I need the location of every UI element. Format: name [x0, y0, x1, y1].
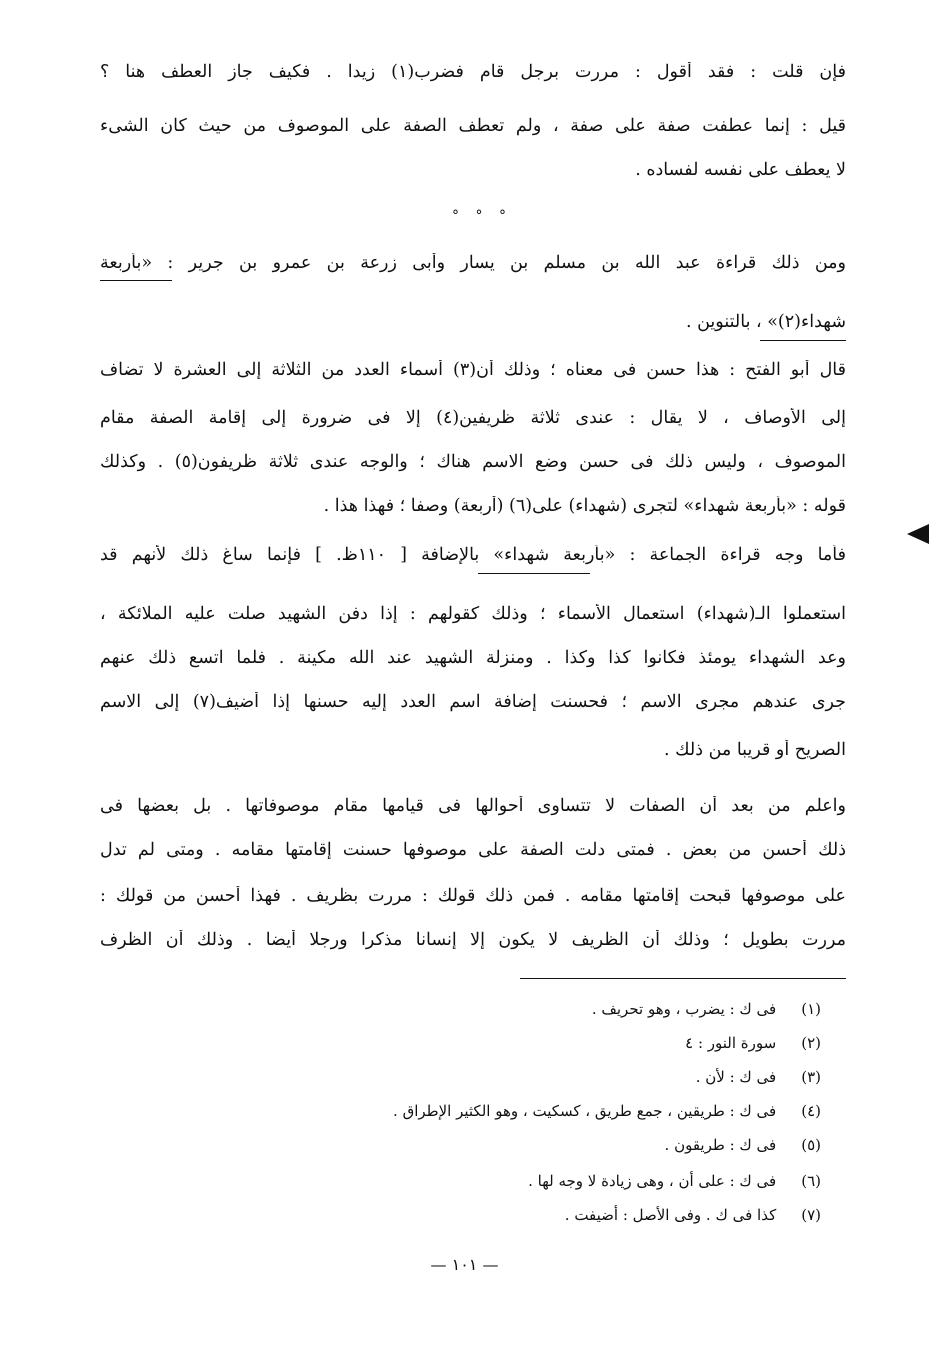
text-line: قال أبو الفتح : هذا حسن فى معناه ؛ وذلك أن(٣) أسماء العدد من الثلاثة إلى العشرة لا تضاف	[100, 360, 846, 380]
footnote	[665, 1136, 821, 1154]
footnote-number: (٦)	[801, 1172, 821, 1190]
text-line: قوله : «بأربعة شهداء» لتجرى (شهداء) على(٦) (أربعة) وصفا ؛ فهذا هذا .	[323, 496, 846, 516]
footnote-number: (٧)	[801, 1206, 821, 1224]
footnote	[565, 1206, 821, 1224]
footnote-number: (٤)	[801, 1102, 821, 1120]
text-line: فإن قلت : فقد أقول : مررت برجل قام فضرب(١) زيدا . فكيف جاز العطف هنا ؟	[100, 62, 846, 82]
footnote-text: فى ك : يضرب ، وهو تحريف .	[591, 1000, 777, 1018]
footnote-text: فى ك : لأن .	[695, 1068, 777, 1086]
footnote	[592, 1000, 821, 1018]
text-line: وعد الشهداء يومئذ فكانوا كذا وكذا . ومنزلة الشهيد عند الله مكينة . فلما اتسع ذلك عنهم	[100, 648, 846, 668]
text-line: إلى الأوصاف ، لا يقال : عندى ثلاثة ظريفين(٤) إلا فى ضرورة إلى إقامة الصفة مقام	[100, 408, 846, 428]
text-line: شهداء(٢)» ، بالتنوين .	[685, 312, 846, 332]
text-line: استعملوا الـ(شهداء) استعمال الأسماء ؛ وذلك كقولهم : إذا دفن الشهيد صلت عليه الملائكة ،	[100, 604, 846, 624]
footnote-rule	[520, 978, 846, 979]
text-line: قيل : إنما عطفت صفة على صفة ، ولم تعطف الصفة على الموصوف من حيث كان الشىء	[100, 116, 846, 136]
text-line: الموصوف ، وليس ذلك فى حسن وضع الاسم هناك ؛ والوجه عندى ثلاثة ظريفون(٥) . وكذلك	[100, 452, 846, 472]
footnote-text: فى ك : على أن ، وهى زيادة لا وجه لها .	[528, 1172, 777, 1190]
text-line: على موصوفها قبحت إقامتها مقامه . فمن ذلك قولك : مررت بظريف . فهذا أحسن من قولك :	[100, 886, 846, 906]
footnote-text: فى ك : طريقون .	[664, 1136, 777, 1154]
footnote	[696, 1068, 821, 1086]
footnote-text: سورة النور : ٤	[685, 1034, 777, 1052]
text-line: واعلم من بعد أن الصفات لا تتساوى أحوالها فى قيامها مقام موصوفاتها . بل بعضها فى	[100, 796, 846, 816]
footnote-text: فى ك : طريقين ، جمع طريق ، كسكيت ، وهو الكثير الإطراق .	[393, 1102, 777, 1120]
footnote	[393, 1102, 821, 1120]
text-line: الصريح أو قريبا من ذلك .	[664, 740, 846, 760]
page-number: — ١٠١ —	[430, 1255, 499, 1274]
footnote-text: كذا فى ك . وفى الأصل : أضيفت .	[564, 1206, 777, 1224]
text-line: ومن ذلك قراءة عبد الله بن مسلم بن يسار وأبى زرعة بن عمرو بن جرير : «بأربعة	[100, 253, 846, 273]
footnote-number: (١)	[801, 1000, 821, 1018]
underline	[760, 340, 846, 341]
text-line: لا يعطف على نفسه لفساده .	[635, 160, 846, 180]
underline	[478, 573, 590, 574]
underline	[100, 280, 172, 281]
footnote-number: (٥)	[801, 1136, 821, 1154]
footnote-number: (٢)	[801, 1034, 821, 1052]
text-line: جرى عندهم مجرى الاسم ؛ فحسنت إضافة اسم العدد إليه حسنها إذا أضيف(٧) إلى الاسم	[100, 692, 846, 712]
page-edge-marker	[907, 524, 929, 544]
text-line: مررت بطويل ؛ وذلك أن الظريف لا يكون إلا إنسانا مذكرا ورجلا أيضا . وذلك أن الظرف	[100, 930, 846, 950]
footnote	[685, 1034, 821, 1052]
footnote	[528, 1172, 821, 1190]
section-separator: ° ° °	[452, 208, 512, 224]
footnote-number: (٣)	[801, 1068, 821, 1086]
text-line: ذلك أحسن من بعض . فمتى دلت الصفة على موصوفها حسنت إقامتها مقامه . ومتى لم تدل	[100, 840, 846, 860]
text-line: فأما وجه قراءة الجماعة : «بأربعة شهداء» بالإضافة [ ١١٠ظ. ] فإنما ساغ ذلك لأنهم قد	[100, 545, 846, 565]
